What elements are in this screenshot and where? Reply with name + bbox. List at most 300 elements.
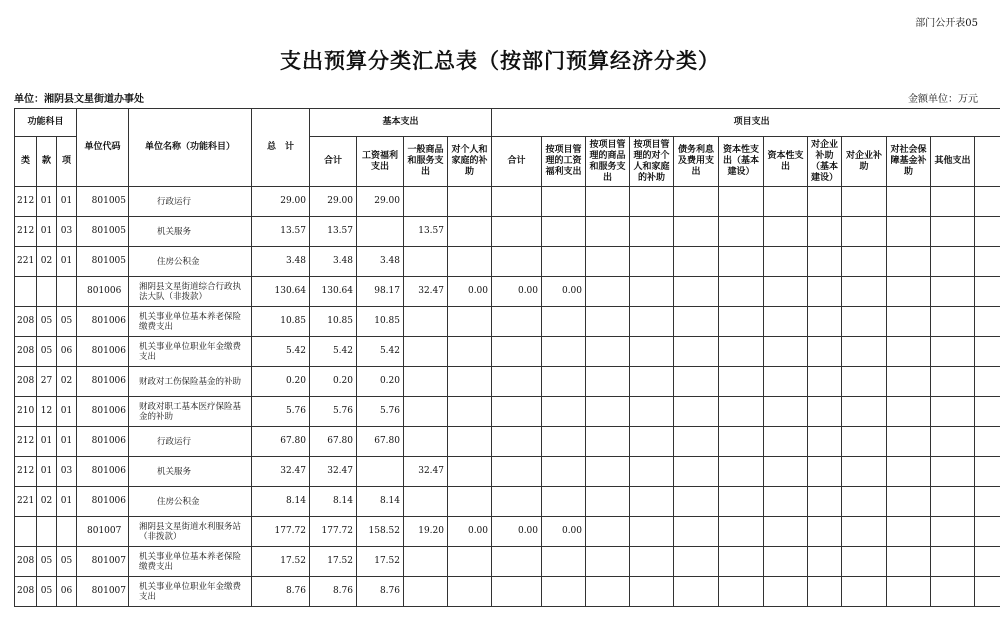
cell-basic-sum: 0.20: [310, 367, 357, 397]
cell-empty: [808, 547, 842, 577]
cell-project-wage: 0.00: [542, 277, 586, 307]
cell-empty: [764, 277, 808, 307]
cell-project-sum: [492, 457, 542, 487]
header-social-fund: 对社会保障基金补助: [887, 137, 931, 187]
cell-empty: [764, 367, 808, 397]
cell-basic-wage: 29.00: [357, 187, 404, 217]
cell-project-sum: 0.00: [492, 517, 542, 547]
header-basic-person: 对个人和家庭的补助: [448, 137, 492, 187]
cell-basic-goods: [404, 397, 448, 427]
cell-basic-sum: 29.00: [310, 187, 357, 217]
cell-empty: [842, 547, 887, 577]
cell-unit-name: 机关服务: [129, 457, 252, 487]
cell-empty: [931, 277, 975, 307]
cell-empty: [842, 427, 887, 457]
cell-basic-sum: 5.42: [310, 337, 357, 367]
cell-xiang: [57, 277, 77, 307]
cell-kuan: 27: [37, 367, 57, 397]
cell-empty: [674, 517, 719, 547]
cell-lei: [15, 517, 37, 547]
cell-empty: [931, 397, 975, 427]
cell-empty: [719, 217, 764, 247]
form-number: 部门公开表05: [915, 18, 978, 29]
cell-empty: [975, 367, 1000, 397]
cell-unit-code: 801006: [77, 397, 129, 427]
cell-empty: [630, 217, 674, 247]
cell-unit-code: 801005: [77, 187, 129, 217]
cell-total: 5.42: [252, 337, 310, 367]
table-row: [15, 277, 1000, 307]
cell-empty: [931, 547, 975, 577]
cell-xiang: 01: [57, 397, 77, 427]
cell-empty: [630, 487, 674, 517]
table-row: [15, 397, 1000, 427]
cell-basic-wage: 67.80: [357, 427, 404, 457]
cell-kuan: 01: [37, 217, 57, 247]
cell-project-sum: [492, 337, 542, 367]
cell-empty: [674, 247, 719, 277]
cell-empty: [975, 577, 1000, 607]
cell-xiang: 03: [57, 457, 77, 487]
cell-empty: [764, 577, 808, 607]
header-enterprise-basic: 对企业补助（基本建设）: [808, 137, 842, 187]
cell-basic-goods: [404, 577, 448, 607]
unit-label: 单位：湘阴县文星街道办事处: [14, 94, 144, 105]
cell-empty: [719, 547, 764, 577]
cell-kuan: 02: [37, 487, 57, 517]
cell-empty: [764, 307, 808, 337]
cell-empty: [719, 487, 764, 517]
cell-empty: [842, 457, 887, 487]
cell-empty: [719, 307, 764, 337]
cell-project-sum: [492, 427, 542, 457]
cell-basic-wage: [357, 217, 404, 247]
cell-empty: [808, 487, 842, 517]
cell-xiang: 01: [57, 247, 77, 277]
cell-empty: [719, 427, 764, 457]
cell-empty: [586, 487, 630, 517]
cell-empty: [674, 577, 719, 607]
cell-xiang: 02: [57, 367, 77, 397]
cell-empty: [931, 217, 975, 247]
cell-empty: [842, 577, 887, 607]
cell-unit-code: 801007: [77, 577, 129, 607]
table-row: [15, 457, 1000, 487]
cell-total: 17.52: [252, 547, 310, 577]
cell-basic-sum: 8.14: [310, 487, 357, 517]
cell-empty: [674, 427, 719, 457]
cell-empty: [586, 457, 630, 487]
header-unit-name: 单位名称（功能科目）: [129, 109, 252, 187]
cell-basic-person: 0.00: [448, 517, 492, 547]
cell-empty: [719, 397, 764, 427]
cell-empty: [842, 277, 887, 307]
cell-empty: [887, 187, 931, 217]
cell-empty: [887, 367, 931, 397]
table-row: [15, 187, 1000, 217]
cell-kuan: 01: [37, 427, 57, 457]
cell-empty: [586, 547, 630, 577]
cell-empty: [887, 217, 931, 247]
currency-unit-label: 金额单位：万元: [908, 94, 978, 105]
cell-empty: [719, 517, 764, 547]
cell-basic-wage: 10.85: [357, 307, 404, 337]
cell-total: 8.14: [252, 487, 310, 517]
cell-project-wage: [542, 487, 586, 517]
cell-xiang: 06: [57, 337, 77, 367]
cell-basic-sum: 8.76: [310, 577, 357, 607]
cell-empty: [586, 427, 630, 457]
cell-basic-person: [448, 247, 492, 277]
cell-empty: [808, 307, 842, 337]
cell-unit-code: 801006: [77, 337, 129, 367]
table-row: [15, 577, 1000, 607]
cell-lei: 221: [15, 487, 37, 517]
cell-total: 29.00: [252, 187, 310, 217]
cell-empty: [586, 217, 630, 247]
cell-project-sum: [492, 367, 542, 397]
cell-basic-sum: 177.72: [310, 517, 357, 547]
cell-lei: 221: [15, 247, 37, 277]
cell-empty: [630, 457, 674, 487]
cell-unit-name: 行政运行: [129, 427, 252, 457]
cell-unit-code: 801006: [77, 367, 129, 397]
header-project-person: 按项目管理的对个人和家庭的补助: [630, 137, 674, 187]
cell-empty: [931, 367, 975, 397]
header-other: 其他支出: [931, 137, 975, 187]
cell-empty: [764, 337, 808, 367]
cell-empty: [808, 247, 842, 277]
cell-project-wage: [542, 397, 586, 427]
cell-basic-sum: 130.64: [310, 277, 357, 307]
cell-basic-sum: 10.85: [310, 307, 357, 337]
cell-unit-name: 湘阴县文星街道水利服务站（非拨款）: [129, 517, 252, 547]
cell-basic-goods: [404, 307, 448, 337]
header-basic-expenditure: 基本支出: [310, 109, 492, 137]
header-function-subject: 功能科目: [15, 109, 77, 137]
cell-empty: [630, 187, 674, 217]
cell-xiang: 06: [57, 577, 77, 607]
cell-project-wage: [542, 307, 586, 337]
cell-basic-goods: [404, 547, 448, 577]
cell-basic-wage: 8.76: [357, 577, 404, 607]
cell-unit-name: 机关事业单位基本养老保险缴费支出: [129, 307, 252, 337]
cell-empty: [630, 427, 674, 457]
cell-empty: [975, 277, 1000, 307]
cell-basic-person: [448, 337, 492, 367]
cell-empty: [586, 367, 630, 397]
cell-project-sum: [492, 547, 542, 577]
cell-project-sum: [492, 187, 542, 217]
cell-kuan: 02: [37, 247, 57, 277]
cell-empty: [842, 217, 887, 247]
cell-empty: [586, 187, 630, 217]
cell-empty: [975, 427, 1000, 457]
cell-empty: [630, 517, 674, 547]
cell-unit-code: 801007: [77, 547, 129, 577]
cell-xiang: 01: [57, 487, 77, 517]
cell-empty: [764, 217, 808, 247]
cell-unit-code: 801006: [77, 277, 129, 307]
cell-xiang: 03: [57, 217, 77, 247]
table-row: [15, 487, 1000, 517]
cell-lei: 208: [15, 367, 37, 397]
cell-empty: [842, 367, 887, 397]
cell-total: 5.76: [252, 397, 310, 427]
cell-xiang: [57, 517, 77, 547]
cell-basic-person: 0.00: [448, 277, 492, 307]
cell-unit-name: 机关事业单位基本养老保险缴费支出: [129, 547, 252, 577]
cell-empty: [842, 307, 887, 337]
cell-empty: [931, 577, 975, 607]
header-xiang: 项: [57, 137, 77, 187]
header-capital: 资本性支出: [764, 137, 808, 187]
cell-lei: 212: [15, 427, 37, 457]
cell-empty: [719, 577, 764, 607]
cell-basic-goods: [404, 487, 448, 517]
cell-project-sum: [492, 577, 542, 607]
cell-total: 10.85: [252, 307, 310, 337]
cell-empty: [586, 397, 630, 427]
cell-kuan: 01: [37, 187, 57, 217]
cell-basic-goods: [404, 337, 448, 367]
cell-basic-goods: [404, 367, 448, 397]
cell-lei: 212: [15, 187, 37, 217]
cell-basic-person: [448, 217, 492, 247]
cell-empty: [975, 547, 1000, 577]
cell-kuan: 12: [37, 397, 57, 427]
cell-empty: [630, 397, 674, 427]
cell-basic-person: [448, 547, 492, 577]
cell-empty: [764, 487, 808, 517]
cell-empty: [975, 457, 1000, 487]
cell-project-sum: [492, 487, 542, 517]
cell-empty: [586, 277, 630, 307]
cell-kuan: 01: [37, 457, 57, 487]
cell-empty: [630, 277, 674, 307]
cell-project-sum: 0.00: [492, 277, 542, 307]
cell-project-wage: [542, 547, 586, 577]
header-project-goods: 按项目管理的商品和服务支出: [586, 137, 630, 187]
cell-project-wage: [542, 337, 586, 367]
cell-empty: [975, 337, 1000, 367]
cell-empty: [808, 217, 842, 247]
cell-project-sum: [492, 397, 542, 427]
cell-unit-code: 801005: [77, 247, 129, 277]
cell-empty: [674, 397, 719, 427]
cell-xiang: 05: [57, 547, 77, 577]
cell-unit-name: 机关事业单位职业年金缴费支出: [129, 337, 252, 367]
cell-kuan: 05: [37, 577, 57, 607]
header-basic-wage: 工资福利支出: [357, 137, 404, 187]
cell-project-sum: [492, 247, 542, 277]
cell-lei: 208: [15, 547, 37, 577]
cell-lei: 208: [15, 577, 37, 607]
header-debt: 债务利息及费用支出: [674, 137, 719, 187]
cell-basic-wage: 5.42: [357, 337, 404, 367]
cell-empty: [931, 337, 975, 367]
table-row: [15, 307, 1000, 337]
cell-basic-wage: [357, 457, 404, 487]
table-row: [15, 547, 1000, 577]
cell-lei: 208: [15, 337, 37, 367]
cell-empty: [630, 577, 674, 607]
cell-total: 32.47: [252, 457, 310, 487]
cell-empty: [975, 217, 1000, 247]
cell-empty: [586, 337, 630, 367]
cell-empty: [808, 427, 842, 457]
cell-empty: [887, 427, 931, 457]
cell-empty: [887, 547, 931, 577]
cell-empty: [931, 307, 975, 337]
cell-empty: [808, 277, 842, 307]
cell-basic-person: [448, 367, 492, 397]
cell-empty: [764, 397, 808, 427]
cell-empty: [975, 397, 1000, 427]
cell-empty: [586, 247, 630, 277]
cell-empty: [842, 337, 887, 367]
cell-empty: [887, 487, 931, 517]
cell-kuan: 05: [37, 547, 57, 577]
cell-empty: [630, 337, 674, 367]
cell-unit-name: 住房公积金: [129, 487, 252, 517]
cell-basic-wage: 5.76: [357, 397, 404, 427]
header-unit-code: 单位代码: [77, 109, 129, 187]
cell-kuan: 05: [37, 307, 57, 337]
cell-total: 8.76: [252, 577, 310, 607]
cell-empty: [719, 457, 764, 487]
cell-basic-wage: 98.17: [357, 277, 404, 307]
cell-empty: [719, 277, 764, 307]
cell-empty: [842, 517, 887, 547]
header-kuan: 款: [37, 137, 57, 187]
cell-basic-goods: 32.47: [404, 457, 448, 487]
cell-empty: [630, 247, 674, 277]
cell-empty: [764, 247, 808, 277]
cell-unit-code: 801006: [77, 307, 129, 337]
cell-xiang: 05: [57, 307, 77, 337]
cell-empty: [764, 457, 808, 487]
cell-project-wage: [542, 577, 586, 607]
cell-empty: [674, 547, 719, 577]
cell-empty: [931, 487, 975, 517]
cell-empty: [674, 217, 719, 247]
header-project-wage: 按项目管理的工资福利支出: [542, 137, 586, 187]
cell-basic-sum: 32.47: [310, 457, 357, 487]
cell-empty: [842, 487, 887, 517]
cell-basic-sum: 17.52: [310, 547, 357, 577]
cell-empty: [586, 307, 630, 337]
cell-empty: [630, 547, 674, 577]
cell-empty: [842, 187, 887, 217]
cell-basic-person: [448, 457, 492, 487]
cell-empty: [887, 277, 931, 307]
cell-empty: [887, 337, 931, 367]
cell-unit-name: 湘阴县文星街道综合行政执法大队（非拨款）: [129, 277, 252, 307]
cell-unit-name: 行政运行: [129, 187, 252, 217]
cell-empty: [887, 517, 931, 547]
cell-total: 0.20: [252, 367, 310, 397]
cell-basic-sum: 3.48: [310, 247, 357, 277]
header-basic-sum: 合计: [310, 137, 357, 187]
cell-empty: [674, 367, 719, 397]
cell-empty: [887, 247, 931, 277]
cell-basic-wage: 0.20: [357, 367, 404, 397]
cell-project-wage: [542, 247, 586, 277]
cell-lei: 212: [15, 217, 37, 247]
cell-empty: [630, 367, 674, 397]
table-row: [15, 247, 1000, 277]
cell-basic-person: [448, 307, 492, 337]
cell-empty: [674, 187, 719, 217]
cell-empty: [931, 187, 975, 217]
cell-unit-code: 801006: [77, 427, 129, 457]
cell-empty: [975, 307, 1000, 337]
cell-empty: [630, 307, 674, 337]
cell-unit-name: 机关事业单位职业年金缴费支出: [129, 577, 252, 607]
cell-empty: [674, 337, 719, 367]
cell-unit-code: 801005: [77, 217, 129, 247]
table-row: [15, 367, 1000, 397]
cell-lei: [15, 277, 37, 307]
cell-empty: [674, 457, 719, 487]
cell-basic-wage: 17.52: [357, 547, 404, 577]
cell-empty: [887, 577, 931, 607]
cell-empty: [887, 457, 931, 487]
cell-empty: [808, 517, 842, 547]
cell-total: 177.72: [252, 517, 310, 547]
cell-empty: [931, 517, 975, 547]
cell-basic-goods: 32.47: [404, 277, 448, 307]
cell-total: 67.80: [252, 427, 310, 457]
cell-basic-goods: [404, 247, 448, 277]
cell-total: 130.64: [252, 277, 310, 307]
cell-lei: 210: [15, 397, 37, 427]
budget-table: [14, 108, 1000, 607]
page-title: 支出预算分类汇总表（按部门预算经济分类）: [280, 48, 720, 73]
cell-empty: [808, 577, 842, 607]
cell-empty: [842, 397, 887, 427]
cell-basic-goods: 13.57: [404, 217, 448, 247]
cell-empty: [586, 577, 630, 607]
cell-project-sum: [492, 217, 542, 247]
cell-empty: [931, 457, 975, 487]
cell-empty: [764, 427, 808, 457]
cell-empty: [975, 187, 1000, 217]
cell-basic-person: [448, 577, 492, 607]
cell-basic-person: [448, 427, 492, 457]
header-lei: 类: [15, 137, 37, 187]
cell-unit-code: 801006: [77, 457, 129, 487]
cell-empty: [808, 187, 842, 217]
cell-empty: [975, 247, 1000, 277]
cell-kuan: [37, 277, 57, 307]
cell-empty: [674, 487, 719, 517]
cell-total: 13.57: [252, 217, 310, 247]
cell-xiang: 01: [57, 427, 77, 457]
cell-unit-code: 801007: [77, 517, 129, 547]
cell-total: 3.48: [252, 247, 310, 277]
table-row: [15, 337, 1000, 367]
cell-empty: [887, 397, 931, 427]
cell-empty: [931, 247, 975, 277]
cell-basic-person: [448, 487, 492, 517]
cell-empty: [719, 367, 764, 397]
cell-basic-goods: 19.20: [404, 517, 448, 547]
cell-basic-sum: 5.76: [310, 397, 357, 427]
cell-basic-sum: 13.57: [310, 217, 357, 247]
cell-basic-goods: [404, 187, 448, 217]
